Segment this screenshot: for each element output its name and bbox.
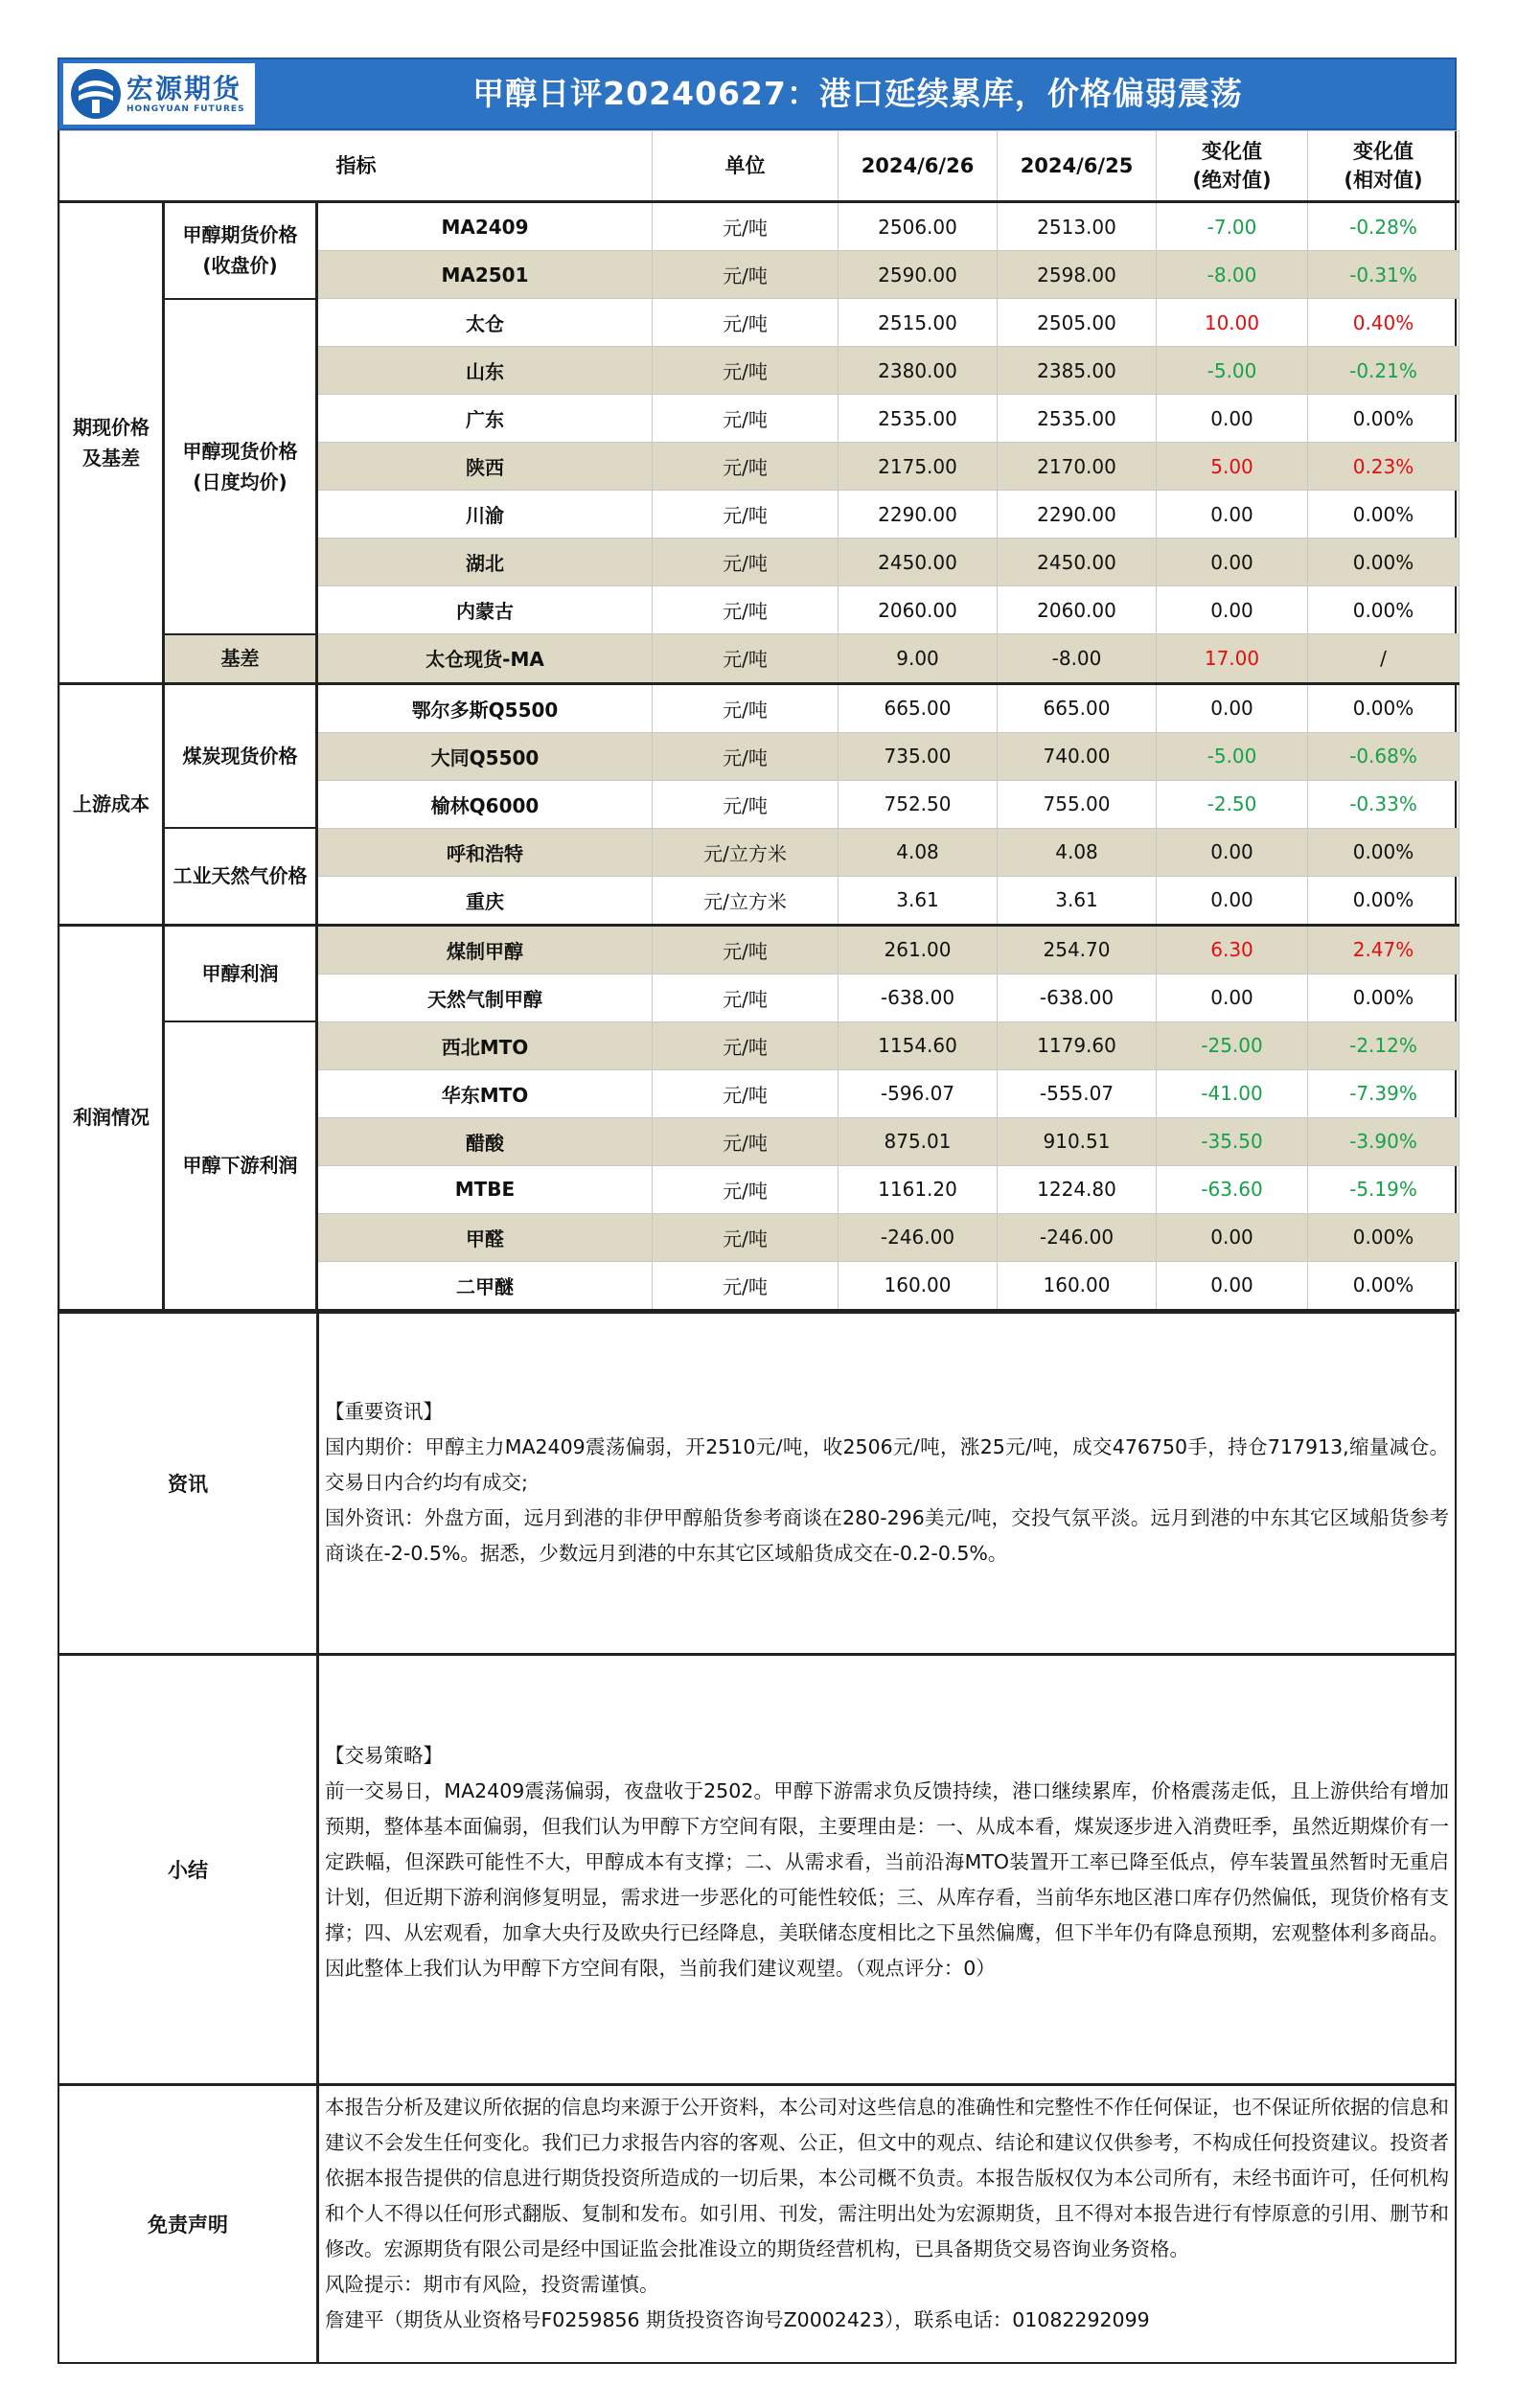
- indicator-name: 鄂尔多斯Q5500: [317, 683, 653, 732]
- subgroup-label: 基差: [164, 634, 317, 684]
- change-abs: 0.00: [1157, 1213, 1308, 1261]
- value-date2: 3.61: [998, 876, 1157, 925]
- value-date1: 735.00: [839, 732, 998, 780]
- change-rel: 0.00%: [1308, 586, 1460, 634]
- news-foreign: 国外资讯：外盘方面，远月到港的非伊甲醇船货参考商谈在280-296美元/吨，交投气氛平淡。远月到港的中东其它区域船货参考商谈在-2-0.5%。据悉，少数远月到港的中东其它区域船货成交在-0.2-0.5%。: [325, 1505, 1449, 1565]
- table-header-row: [60, 131, 1460, 202]
- unit-cell: 元/吨: [653, 395, 839, 443]
- change-rel: 0.00%: [1308, 683, 1460, 732]
- unit-cell: 元/吨: [653, 443, 839, 491]
- value-date1: 1154.60: [839, 1021, 998, 1069]
- change-abs: -41.00: [1157, 1069, 1308, 1117]
- indicator-name: 天然气制甲醇: [317, 974, 653, 1021]
- value-date1: 3.61: [839, 876, 998, 925]
- change-abs: 0.00: [1157, 876, 1308, 925]
- table-row: [60, 299, 1460, 347]
- price-table: [59, 130, 1460, 1312]
- unit-cell: 元/吨: [653, 202, 839, 251]
- change-abs: 0.00: [1157, 1261, 1308, 1310]
- change-abs: 0.00: [1157, 974, 1308, 1021]
- value-date2: -8.00: [998, 634, 1157, 684]
- indicator-name: 太仓: [317, 299, 653, 347]
- disclaimer-section: [57, 2086, 1457, 2364]
- col-change-rel: 变化值 (相对值): [1308, 131, 1460, 202]
- change-abs: -63.60: [1157, 1165, 1308, 1213]
- change-rel: 0.23%: [1308, 443, 1460, 491]
- change-abs: 10.00: [1157, 299, 1308, 347]
- report-sheet: [57, 57, 1457, 2364]
- news-label: 资讯: [59, 1314, 319, 1653]
- disclaimer-text: 本报告分析及建议所依据的信息均来源于公开资料，本公司对这些信息的准确性和完整性不作任何保证，也不保证所依据的信息和建议不会发生任何变化。我们已力求报告内容的客观、公正，但文中的观点、结论和建议仅供参考，不构成任何投资建议。投资者依据本报告提供的信息进行期货投资所造成的一切后果，本公司概不负责。本报告版权仅为本公司所有，未经书面许可，任何机构和个人不得以任何形式翻版、复制和发布。如引用、刊发，需注明出处为宏源期货，且不得对本报告进行有悖原意的引用、删节和修改。宏源期货有限公司是经中国证监会批准设立的期货经营机构，已具备期货交易咨询业务资格。: [325, 2095, 1449, 2260]
- value-date2: 2290.00: [998, 491, 1157, 539]
- change-rel: -3.90%: [1308, 1117, 1460, 1165]
- change-rel: /: [1308, 634, 1460, 684]
- change-rel: 2.47%: [1308, 925, 1460, 974]
- unit-cell: 元/立方米: [653, 828, 839, 876]
- value-date1: 2175.00: [839, 443, 998, 491]
- unit-cell: 元/吨: [653, 732, 839, 780]
- unit-cell: 元/吨: [653, 925, 839, 974]
- col-unit: 单位: [653, 131, 839, 202]
- unit-cell: 元/吨: [653, 780, 839, 828]
- news-body: [319, 1314, 1455, 1653]
- change-rel: 0.00%: [1308, 1213, 1460, 1261]
- value-date1: 4.08: [839, 828, 998, 876]
- change-rel: 0.00%: [1308, 491, 1460, 539]
- value-date2: 665.00: [998, 683, 1157, 732]
- value-date1: 2380.00: [839, 347, 998, 395]
- value-date1: 1161.20: [839, 1165, 998, 1213]
- value-date2: 910.51: [998, 1117, 1157, 1165]
- summary-heading: 【交易策略】: [325, 1743, 443, 1767]
- value-date1: 2506.00: [839, 202, 998, 251]
- indicator-name: 呼和浩特: [317, 828, 653, 876]
- indicator-name: 重庆: [317, 876, 653, 925]
- change-rel: -0.21%: [1308, 347, 1460, 395]
- value-date2: 755.00: [998, 780, 1157, 828]
- unit-cell: 元/吨: [653, 683, 839, 732]
- unit-cell: 元/吨: [653, 1213, 839, 1261]
- change-rel: 0.00%: [1308, 828, 1460, 876]
- change-rel: 0.00%: [1308, 395, 1460, 443]
- value-date1: 2535.00: [839, 395, 998, 443]
- value-date1: 2590.00: [839, 251, 998, 299]
- change-rel: -0.31%: [1308, 251, 1460, 299]
- indicator-name: MA2501: [317, 251, 653, 299]
- change-abs: 5.00: [1157, 443, 1308, 491]
- subgroup-label: 工业天然气价格: [164, 828, 317, 925]
- value-date2: 2060.00: [998, 586, 1157, 634]
- change-abs: 0.00: [1157, 539, 1308, 586]
- value-date1: -596.07: [839, 1069, 998, 1117]
- change-abs: -7.00: [1157, 202, 1308, 251]
- unit-cell: 元/吨: [653, 347, 839, 395]
- value-date2: 2535.00: [998, 395, 1157, 443]
- disclaimer-label: 免责声明: [59, 2086, 319, 2362]
- value-date2: 1179.60: [998, 1021, 1157, 1069]
- value-date2: 2385.00: [998, 347, 1157, 395]
- change-rel: 0.00%: [1308, 1261, 1460, 1310]
- value-date1: 160.00: [839, 1261, 998, 1310]
- indicator-name: 二甲醚: [317, 1261, 653, 1310]
- logo-cn-text: 宏源期货: [126, 73, 242, 104]
- indicator-name: 太仓现货-MA: [317, 634, 653, 684]
- unit-cell: 元/吨: [653, 634, 839, 684]
- change-rel: -7.39%: [1308, 1069, 1460, 1117]
- indicator-name: 广东: [317, 395, 653, 443]
- subgroup-label: 甲醇下游利润: [164, 1021, 317, 1310]
- indicator-name: 陕西: [317, 443, 653, 491]
- value-date2: 2598.00: [998, 251, 1157, 299]
- change-abs: 0.00: [1157, 491, 1308, 539]
- group-label: 利润情况: [60, 925, 164, 1310]
- news-domestic: 国内期价：甲醇主力MA2409震荡偏弱，开2510元/吨，收2506元/吨，涨25元/吨，成交476750手，持仓717913,缩量减仓。交易日内合约均有成交;: [325, 1434, 1449, 1494]
- report-header: [57, 57, 1457, 130]
- table-row: [60, 828, 1460, 876]
- value-date2: -246.00: [998, 1213, 1157, 1261]
- value-date1: 9.00: [839, 634, 998, 684]
- unit-cell: 元/吨: [653, 1261, 839, 1310]
- value-date2: -638.00: [998, 974, 1157, 1021]
- change-abs: -25.00: [1157, 1021, 1308, 1069]
- value-date2: 740.00: [998, 732, 1157, 780]
- table-row: [60, 925, 1460, 974]
- value-date2: 4.08: [998, 828, 1157, 876]
- news-section: [57, 1314, 1457, 1656]
- value-date1: 875.01: [839, 1117, 998, 1165]
- subgroup-label: 甲醇利润: [164, 925, 317, 1021]
- col-change-abs: 变化值 (绝对值): [1157, 131, 1308, 202]
- change-abs: 0.00: [1157, 683, 1308, 732]
- col-indicator: 指标: [60, 131, 653, 202]
- value-date1: -246.00: [839, 1213, 998, 1261]
- indicator-name: 华东MTO: [317, 1069, 653, 1117]
- change-abs: 0.00: [1157, 586, 1308, 634]
- value-date2: -555.07: [998, 1069, 1157, 1117]
- subgroup-label: 甲醇期货价格 (收盘价): [164, 202, 317, 299]
- change-abs: 0.00: [1157, 828, 1308, 876]
- change-rel: 0.40%: [1308, 299, 1460, 347]
- value-date1: 2290.00: [839, 491, 998, 539]
- group-label: 期现价格 及基差: [60, 202, 164, 684]
- change-abs: 6.30: [1157, 925, 1308, 974]
- indicator-name: 川渝: [317, 491, 653, 539]
- table-frame: [57, 130, 1457, 1314]
- indicator-name: 湖北: [317, 539, 653, 586]
- value-date2: 2513.00: [998, 202, 1157, 251]
- value-date2: 160.00: [998, 1261, 1157, 1310]
- change-rel: -0.33%: [1308, 780, 1460, 828]
- change-abs: -5.00: [1157, 347, 1308, 395]
- value-date2: 2170.00: [998, 443, 1157, 491]
- hongyuan-logo-icon: [69, 67, 123, 121]
- unit-cell: 元/吨: [653, 539, 839, 586]
- table-row: [60, 683, 1460, 732]
- change-rel: -2.12%: [1308, 1021, 1460, 1069]
- change-rel: -0.28%: [1308, 202, 1460, 251]
- unit-cell: 元/吨: [653, 1165, 839, 1213]
- indicator-name: 大同Q5500: [317, 732, 653, 780]
- unit-cell: 元/吨: [653, 299, 839, 347]
- change-rel: -0.68%: [1308, 732, 1460, 780]
- value-date1: 2450.00: [839, 539, 998, 586]
- unit-cell: 元/吨: [653, 974, 839, 1021]
- value-date2: 1224.80: [998, 1165, 1157, 1213]
- news-heading: 【重要资讯】: [325, 1399, 443, 1423]
- summary-body: [319, 1656, 1455, 2083]
- report-title: 甲醇日评20240627：港口延续累库，价格偏弱震荡: [472, 75, 1243, 112]
- change-rel: 0.00%: [1308, 974, 1460, 1021]
- value-date1: 2060.00: [839, 586, 998, 634]
- change-rel: -5.19%: [1308, 1165, 1460, 1213]
- change-abs: -35.50: [1157, 1117, 1308, 1165]
- indicator-name: 甲醛: [317, 1213, 653, 1261]
- summary-section: [57, 1656, 1457, 2086]
- indicator-name: 内蒙古: [317, 586, 653, 634]
- change-abs: -2.50: [1157, 780, 1308, 828]
- indicator-name: MA2409: [317, 202, 653, 251]
- disclaimer-body: [319, 2086, 1455, 2362]
- change-abs: -8.00: [1157, 251, 1308, 299]
- unit-cell: 元/吨: [653, 1117, 839, 1165]
- logo-en-text: HONGYUAN FUTURES: [126, 104, 245, 114]
- change-abs: 17.00: [1157, 634, 1308, 684]
- unit-cell: 元/吨: [653, 586, 839, 634]
- table-row: [60, 634, 1460, 684]
- summary-strategy: 前一交易日，MA2409震荡偏弱，夜盘收于2502。甲醇下游需求负反馈持续，港口继续累库，价格震荡走低，且上游供给有增加预期，整体基本面偏弱，但我们认为甲醇下方空间有限，主要理由是：一、从成本看，煤炭逐步进入消费旺季，虽然近期煤价有一定跌幅，但深跌可能性不大，甲醇成本有支撑；二、从需求看，当前沿海MTO装置开工率已降至低点，停车装置虽然暂时无重启计划，但近期下游利润修复明显，需求进一步恶化的可能性较低；三、从库存看，当前华东地区港口库存仍然偏低，现货价格有支撑；四、从宏观看，加拿大央行及欧央行已经降息，美联储态度相比之下虽然偏鹰，但下半年仍有降息预期，宏观整体利多商品。因此整体上我们认为甲醇下方空间有限，当前我们建议观望。（观点评分：0）: [325, 1778, 1449, 1980]
- unit-cell: 元/吨: [653, 491, 839, 539]
- subgroup-label: 甲醇现货价格 (日度均价): [164, 299, 317, 634]
- value-date2: 2505.00: [998, 299, 1157, 347]
- value-date2: 2450.00: [998, 539, 1157, 586]
- col-date2: 2024/6/25: [998, 131, 1157, 202]
- change-abs: -5.00: [1157, 732, 1308, 780]
- indicator-name: 醋酸: [317, 1117, 653, 1165]
- value-date1: 752.50: [839, 780, 998, 828]
- table-row: [60, 202, 1460, 251]
- value-date1: 261.00: [839, 925, 998, 974]
- unit-cell: 元/立方米: [653, 876, 839, 925]
- analyst-contact: 詹建平（期货从业资格号F0259856 期货投资咨询号Z0002423），联系电话：01082292099: [325, 2307, 1150, 2331]
- company-logo: [63, 63, 255, 125]
- unit-cell: 元/吨: [653, 251, 839, 299]
- group-label: 上游成本: [60, 683, 164, 925]
- value-date1: 2515.00: [839, 299, 998, 347]
- unit-cell: 元/吨: [653, 1069, 839, 1117]
- summary-label: 小结: [59, 1656, 319, 2083]
- table-row: [60, 1021, 1460, 1069]
- subgroup-label: 煤炭现货价格: [164, 683, 317, 828]
- value-date1: -638.00: [839, 974, 998, 1021]
- risk-warning: 风险提示：期市有风险，投资需谨慎。: [325, 2272, 659, 2296]
- indicator-name: 山东: [317, 347, 653, 395]
- change-abs: 0.00: [1157, 395, 1308, 443]
- value-date1: 665.00: [839, 683, 998, 732]
- col-date1: 2024/6/26: [839, 131, 998, 202]
- indicator-name: MTBE: [317, 1165, 653, 1213]
- change-rel: 0.00%: [1308, 876, 1460, 925]
- unit-cell: 元/吨: [653, 1021, 839, 1069]
- indicator-name: 煤制甲醇: [317, 925, 653, 974]
- change-rel: 0.00%: [1308, 539, 1460, 586]
- indicator-name: 榆林Q6000: [317, 780, 653, 828]
- value-date2: 254.70: [998, 925, 1157, 974]
- indicator-name: 西北MTO: [317, 1021, 653, 1069]
